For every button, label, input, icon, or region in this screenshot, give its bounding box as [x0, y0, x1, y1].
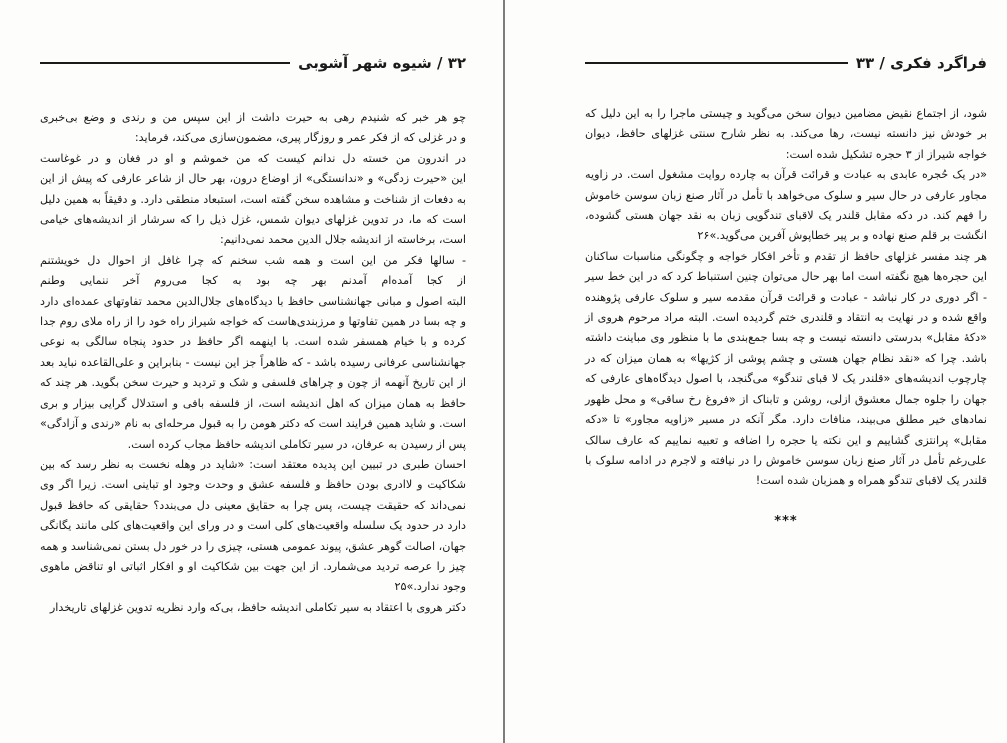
right-page-header	[585, 52, 987, 74]
section-break: ***	[774, 513, 798, 529]
paragraph: دکتر هروی با اعتقاد به سیر تکاملی اندیشه حافظ، بی‌که وارد نظریه تدوین غزلهای تاریخدار	[49, 600, 466, 614]
paragraph: البته اصول و مبانی جهانشناسی حافظ با دیدگاه‌های جلال‌الدین محمد تفاوتهای عمده‌ای دارد و چه بسا در همین تفاوتها و مرزبندی‌هاست که خواجه شیراز راه خود را از راه ملای روم جدا کرده و با خیام همسفر شده است. با اینهمه اگر حافظ در حدود پنجاه سالگی به نوعی جهانشناسی عرفانی رسیده باشد - که ظاهراً جز این نیست - بنابراین و علی‌القاعده نباید بعد از این تاریخ آنهمه از چون و چراهای فلسفی و شک و تردید و حیرت سخن بگوید. هر چند که حافظ به همان میزان که اهل اندیشه است، از فلسفه بافی و استدلال گرایی بیزار و بری است. و شاید همین فرایند است که دکتر هومن را به قبول مرحله‌ای به نام «رندی و آزادگی» پس از رسیدن به عرفان، در سیر تکاملی اندیشه حافظ مجاب کرده است.	[40, 294, 466, 451]
paragraph: شود، از اجتماع نقیض مضامین دیوان سخن می‌گوید و چیستی ماجرا را به این دلیل که بر خودش نیز دانسته نیست، رها می‌کند. به نظر شارح سنتی غزلهای حافظ، دیوان خواجه شیراز از ۳ حجره تشکیل شده است:	[585, 107, 987, 161]
header-rule	[585, 62, 848, 64]
right-page-body	[585, 104, 987, 532]
verse-line: در اندرون من خسته دل ندانم کیست که من خموشم و او در فغان و در غوغاست	[40, 151, 466, 165]
right-page-header-title: فراگرد فکری / ۳۳	[855, 54, 987, 72]
left-page-header	[40, 52, 466, 74]
quote-paragraph: «در یک حُجره عابدی به عبادت و قرائت قرآن به چارده روایت مشغول است. در زاویه مجاور عارفی در حال سیر و سلوک می‌خواهد با تأمل در آثار صنع زبان سوسن خاموش را فهم کند. در دکه مقابل قلندر یک لاقبای تندگویی زبان به نقد جهان هستی گشوده، انگشت بر قلم صنع نهاده و بر پیر خطاپوش آفرین می‌گوید.»۲۶	[585, 168, 987, 243]
left-page-body	[40, 108, 466, 618]
right-page	[505, 0, 1007, 743]
verse-line: - سالها فکر من این است و همه شب سخنم که چرا غافل از احوال دل خویشتنم	[40, 253, 466, 267]
left-page-header-title: ۳۲ / شیوه شهر آشوبی	[298, 54, 466, 72]
verse-line: چو هر خبر که شنیدم رهی به حیرت داشت از این سپس من و رندی و وضع بی‌خبری	[40, 111, 466, 124]
paragraph: هر چند مفسر غزلهای حافظ از تقدم و تأخر افکار خواجه و چگونگی مناسبات ساکنان این حجره‌ها هیچ نگفته است اما بهر حال می‌توان چنین استنباط کرد که در این خط سیر - اگر دوری در کار نباشد - عبادت و قرائت قرآن مقدمه سیر و سلوک عارفی پژوهنده واقع شده و در نهایت به انتقاد و قلندری ختم گردیده است. البته مراد مرحوم هروی از «دکهٔ مقابل» بدرستی دانسته نیست و چه بسا جمع‌بندی ما با منظور وی مباینت داشته باشد. چرا که «نقد نظام جهان هستی و چشم پوشی از کژیها» به همان میزان که در چارچوب اندیشه‌های «قلندر یک لا قبای تندگو» می‌گنجد، با اصول دیدگاه‌های عارفی که جهان را جلوه جمال معشوق ازلی، روشن و تابناک از «فروغ رخ ساقی» و محل ظهور نمادهای خیر مطلق می‌بیند، منافات دارد. مگر آنکه در مسیر «زاویه مجاور» تا «دکه مقابل» پرانتزی گشاییم و این نکته یا حجره را اضافه و تعبیه نماییم که عارف سالک علی‌رغم تأمل در آثار صنع زبان سوسن خاموش را در نیافته و لاجرم در ادامه سلوک با قلندر یک لاقبای تندگو همراه و همزبان شده است!	[585, 249, 987, 488]
header-rule	[40, 62, 290, 64]
paragraph: احسان طبری در تبیین این پدیده معتقد است: «شاید در وهله نخست به نظر رسد که بین شکاکیت و لاادری بودن حافظ و فلسفه عشق و وحدت وجود او تباینی است. زیرا اگر وی نمی‌داند که حقیقت چیست، پس چرا به حقایق معینی دل می‌بندد؟ حقایقی که حافظ قبول دارد در حدود یک سلسله واقعیت‌های کلی است و در ورای این واقعیت‌های کلی مانند یگانگی جهان، اصالت گوهر عشق، پیوند عمومی هستی، چیزی را در خور دل بستن نمی‌شناسد و همه چیز را عرصه تردید می‌شمارد. از این جهت بین شکاکیت او و افکار اثباتی او تناقض ماهوی وجود ندارد.»۲۵	[40, 457, 466, 594]
paragraph: و در غزلی که از فکر عمر و روزگار پیری، مضمون‌سازی می‌کند، فرماید:	[134, 131, 466, 145]
left-page	[0, 0, 503, 743]
paragraph: این «حیرت زدگی» و «ندانستگی» از اوضاع درون، بهر حال از شاعر عارفی که پیش از این به دفعات از شناخت و مشاهده سخن گفته است، استبعاد منطقی دارد. و دقیقاً به همین دلیل است که ما، در تدوین غزلهای دیوان شمس، غزل ذیل را که سرشار از اندیشه‌های خیامی است، برخاسته از اندیشه جلال الدین محمد نمی‌دانیم:	[40, 172, 466, 247]
verse-line: از کجا آمده‌ام آمدنم بهر چه بود به کجا می‌روم آخر ننمایی وطنم	[40, 274, 466, 288]
